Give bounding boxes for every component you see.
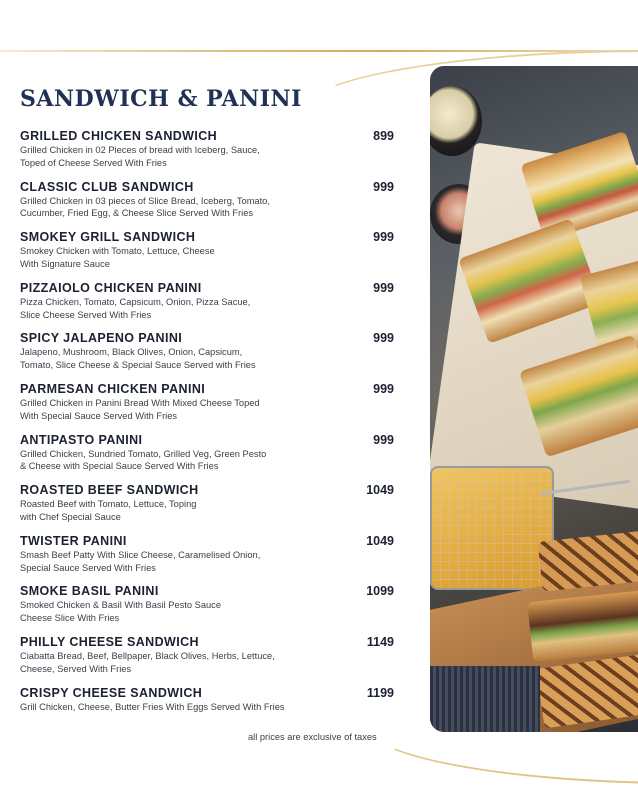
menu-item-name: SMOKEY GRILL SANDWICH	[20, 230, 196, 245]
menu-item-description: Cucumber, Fried Egg, & Cheese Slice Served With Fries	[20, 208, 254, 219]
menu-item-price: 1049	[366, 533, 394, 548]
menu-item	[20, 533, 400, 584]
menu-item-name: CLASSIC CLUB SANDWICH	[20, 179, 194, 194]
menu-item-description: & Cheese with Special Sauce Served With Fries	[20, 461, 219, 472]
menu-item-price: 999	[373, 331, 394, 346]
menu-item-description: Cheese, Served With Fries	[20, 663, 132, 674]
menu-item-description: With Signature Sauce	[20, 258, 110, 269]
menu-item-description: Smokey Chicken with Tomato, Lettuce, Cheese	[20, 246, 215, 257]
menu-items-list	[20, 128, 400, 735]
menu-item-name: PIZZAIOLO CHICKEN PANINI	[20, 280, 202, 295]
menu-item-description: Tomato, Slice Cheese & Special Sauce Served with Fries	[20, 360, 256, 371]
tablecloth	[430, 666, 540, 732]
menu-item-price: 1049	[366, 483, 394, 498]
menu-item	[20, 229, 400, 280]
menu-item-name: PARMESAN CHICKEN PANINI	[20, 381, 206, 396]
menu-item-description: Cheese Slice With Fries	[20, 613, 120, 624]
menu-item-name: PHILLY CHEESE SANDWICH	[20, 634, 199, 649]
menu-item-price: 1149	[366, 634, 394, 649]
menu-item-price: 999	[373, 381, 394, 396]
tax-note: all prices are exclusive of taxes	[248, 732, 377, 742]
menu-item	[20, 280, 400, 331]
menu-item-name: SMOKE BASIL PANINI	[20, 584, 159, 599]
menu-item-description: Special Sauce Served With Fries	[20, 562, 156, 573]
menu-item-description: Smoked Chicken & Basil With Basil Pesto Sauce	[20, 600, 222, 611]
fries-basket	[430, 466, 554, 590]
menu-item-description: With Special Sauce Served With Fries	[20, 410, 178, 421]
top-gold-divider	[0, 50, 638, 52]
menu-item	[20, 685, 400, 736]
menu-item-description: Pizza Chicken, Tomato, Capsicum, Onion, Pizza Sacue,	[20, 296, 251, 307]
menu-item-name: SPICY JALAPENO PANINI	[20, 331, 183, 346]
menu-item-name: GRILLED CHICKEN SANDWICH	[20, 129, 218, 143]
menu-item	[20, 330, 400, 381]
menu-item-description: Grilled Chicken in 02 Pieces of bread with Iceberg, Sauce,	[20, 145, 260, 155]
menu-item-name: ROASTED BEEF SANDWICH	[20, 483, 199, 498]
menu-item-price: 1099	[366, 584, 394, 599]
menu-item-price: 999	[373, 179, 394, 194]
menu-item-name: TWISTER PANINI	[20, 533, 127, 548]
menu-item	[20, 634, 400, 685]
menu-item	[20, 179, 400, 230]
menu-item-description: Grilled Chicken in Panini Bread With Mixed Cheese Toped	[20, 397, 260, 408]
menu-item	[20, 482, 400, 533]
panini-2	[527, 590, 638, 662]
menu-item	[20, 128, 400, 179]
menu-item-description: Roasted Beef with Tomato, Lettuce, Toping	[20, 499, 197, 510]
menu-item-description: Ciabatta Bread, Beef, Bellpaper, Black Olives, Herbs, Lettuce,	[20, 650, 275, 661]
menu-item	[20, 381, 400, 432]
menu-item-price: 999	[373, 280, 394, 295]
menu-item-name: CRISPY CHEESE SANDWICH	[20, 685, 203, 700]
sandwich-photo	[430, 66, 638, 732]
menu-item-description: Grill Chicken, Cheese, Butter Fries With Eggs Served With Fries	[20, 701, 285, 712]
menu-item-description: Smash Beef Patty With Slice Cheese, Caramelised Onion,	[20, 549, 261, 560]
menu-item-description: with Chef Special Sauce	[20, 511, 121, 522]
menu-item-description: Grilled Chicken, Sundried Tomato, Grilled Veg, Green Pesto	[20, 448, 267, 459]
menu-section-title: SANDWICH & PANINI	[20, 86, 302, 112]
menu-item-price: 999	[373, 230, 394, 245]
menu-item-price: 899	[373, 129, 394, 143]
panini-1	[538, 530, 638, 591]
menu-item	[20, 432, 400, 483]
menu-item-description: Slice Cheese Served With Fries	[20, 309, 152, 320]
menu-item-price: 1199	[366, 685, 394, 700]
menu-item-name: ANTIPASTO PANINI	[20, 432, 143, 447]
menu-item	[20, 583, 400, 634]
menu-item-price: 999	[373, 432, 394, 447]
menu-item-description: Jalapeno, Mushroom, Black Olives, Onion, Capsicum,	[20, 347, 243, 358]
menu-item-description: Toped of Cheese Served With Fries	[20, 157, 167, 168]
menu-item-description: Grilled Chicken in 03 pieces of Slice Bread, Iceberg, Tomato,	[20, 195, 270, 206]
